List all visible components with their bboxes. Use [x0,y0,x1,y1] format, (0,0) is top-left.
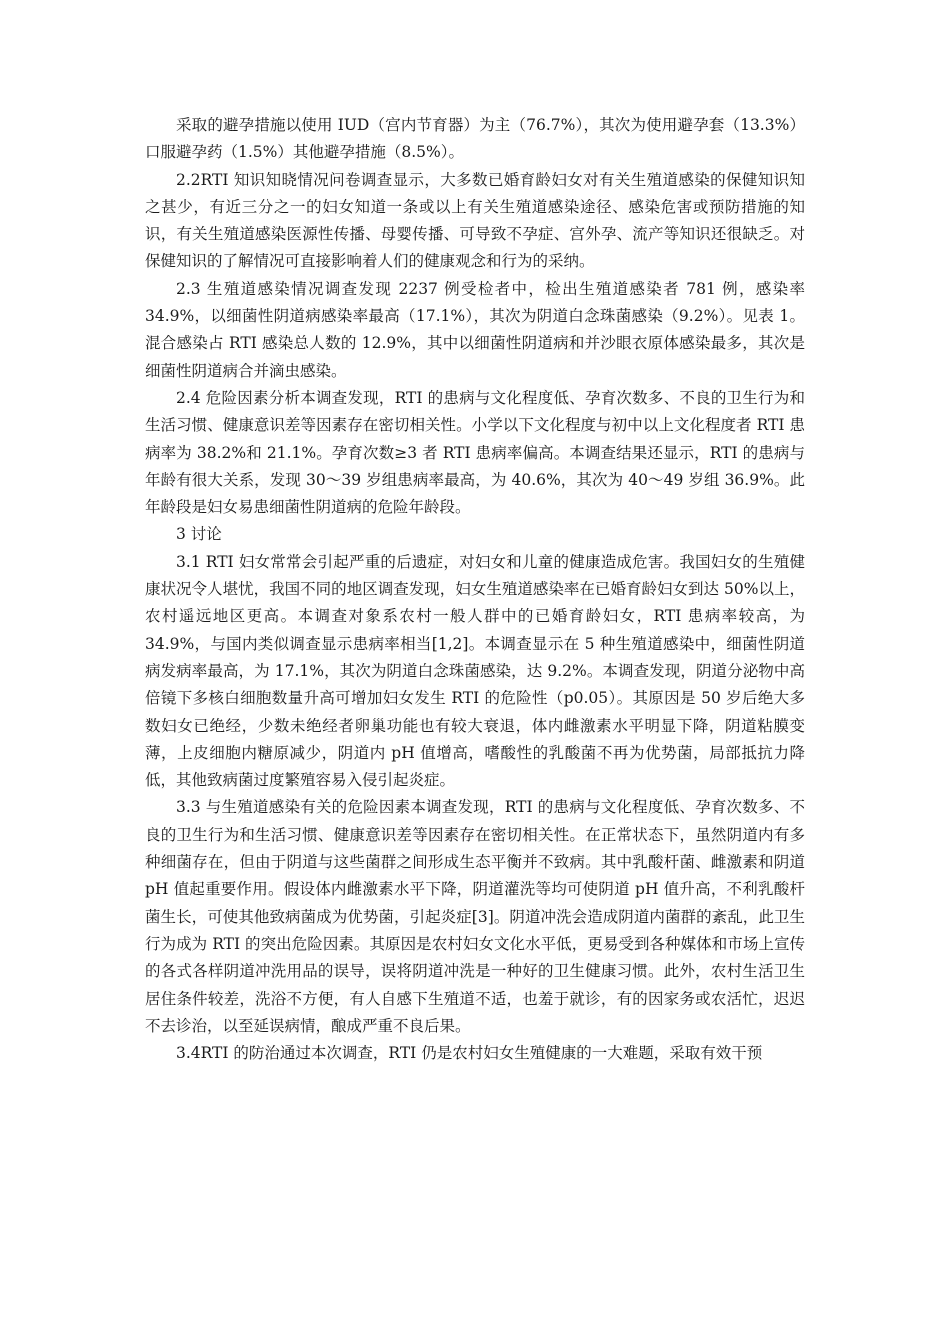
section-heading-discussion: 3 讨论 [176,525,222,544]
document-body [145,112,805,1067]
paragraph-section-3-4: 3.4RTI 的防治通过本次调查，RTI 仍是农村妇女生殖健康的一大难题，采取有效干预 [176,1044,763,1063]
paragraph-section-3-3: 3.3 与生殖道感染有关的危险因素本调查发现，RTI 的患病与文化程度低、孕育次数多、不良的卫生行为和生活习惯、健康意识差等因素存在密切相关性。在正常状态下，虽然阴道内有多种细菌存在，但由于阴道与这些菌群之间形成生态平衡并不致病。其中乳酸杆菌、雌激素和阴道 pH 值起重要作用。假设体内雌激素水平下降，阴道灌洗等均可使阴道 pH 值升高，不利乳酸杆菌生长，可使其他致病菌成为优势菌，引起炎症[3]。阴道冲洗会造成阴道内菌群的紊乱，此卫生行为成为 RTI 的突出危险因素。其原因是农村妇女文化水平低，更易受到各种媒体和市场上宣传的各式各样阴道冲洗用品的误导，误将阴道冲洗是一种好的卫生健康习惯。此外，农村生活卫生居住条件较差，洗浴不方便，有人自感下生殖道不适，也羞于就诊，有的因家务或农活忙，迟迟不去诊治，以至延误病情，酿成严重不良后果。 [145,798,805,1035]
paragraph-section-2-2: 2.2RTI 知识知晓情况问卷调查显示，大多数已婚育龄妇女对有关生殖道感染的保健知识知之甚少，有近三分之一的妇女知道一条或以上有关生殖道感染途径、感染危害或预防措施的知识，有关生殖道感染医源性传播、母婴传播、可导致不孕症、宫外孕、流产等知识还很缺乏。对保健知识的了解情况可直接影响着人们的健康观念和行为的采纳。 [145,170,805,271]
paragraph-section-2-3: 2.3 生殖道感染情况调查发现 2237 例受检者中，检出生殖道感染者 781 例，感染率 34.9%，以细菌性阴道病感染率最高（17.1%），其次为阴道白念珠菌感染（9.2%）。见表 1。混合感染占 RTI 感染总人数的 12.9%，其中以细菌性阴道病和并沙眼衣原体感染最多，其次是细菌性阴道病合并滴虫感染。 [145,279,805,380]
paragraph-contraception: 采取的避孕措施以使用 IUD（宫内节育器）为主（76.7%），其次为使用避孕套（13.3%）口服避孕药（1.5%）其他避孕措施（8.5%）。 [145,116,805,162]
paragraph-section-2-4: 2.4 危险因素分析本调查发现，RTI 的患病与文化程度低、孕育次数多、不良的卫生行为和生活习惯、健康意识差等因素存在密切相关性。小学以下文化程度与初中以上文化程度者 RTI 患病率为 38.2%和 21.1%。孕育次数≥3 者 RTI 患病率偏高。本调查结果还显示，RTI 的患病与年龄有很大关系，发现 30～39 岁组患病率最高，为 40.6%，其次为 40～49 岁组 36.9%。此年龄段是妇女易患细菌性阴道病的危险年龄段。 [145,388,805,517]
paragraph-section-3-1: 3.1 RTI 妇女常常会引起严重的后遗症，对妇女和儿童的健康造成危害。我国妇女的生殖健康状况令人堪忧，我国不同的地区调查发现，妇女生殖道感染率在已婚育龄妇女到达 50%以上，农村遥远地区更高。本调查对象系农村一般人群中的已婚育龄妇女，RTI 患病率较高，为 34.9%，与国内类似调查显示患病率相当[1,2]。本调查显示在 5 种生殖道感染中，细菌性阴道病发病率最高，为 17.1%，其次为阴道白念珠菌感染，达 9.2%。本调查发现，阴道分泌物中高倍镜下多核白细胞数量升高可增加妇女发生 RTI 的危险性（p0.05）。其原因是 50 岁后绝大多数妇女已绝经，少数未绝经者卵巢功能也有较大衰退，体内雌激素水平明显下降，阴道粘膜变薄，上皮细胞内糖原减少，阴道内 pH 值增高，嗜酸性的乳酸菌不再为优势菌，局部抵抗力降低，其他致病菌过度繁殖容易入侵引起炎症。 [145,552,805,790]
